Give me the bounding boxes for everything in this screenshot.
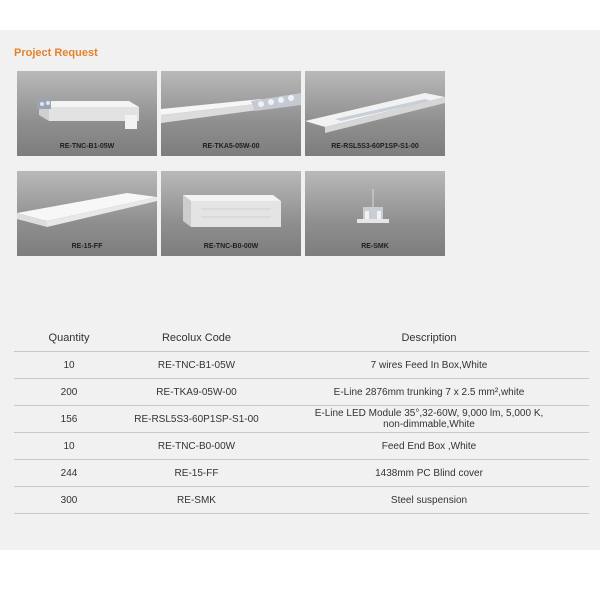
product-tile-feed-end-box bbox=[161, 171, 301, 256]
code-cell: RE-15-FF bbox=[124, 460, 269, 487]
code-cell: RE-TKA9-05W-00 bbox=[124, 379, 269, 406]
table-row bbox=[14, 433, 589, 460]
description-cell: E-Line 2876mm trunking 7 x 2.5 mm²,white bbox=[269, 379, 589, 406]
quantity-header: Quantity bbox=[48, 332, 90, 344]
quantity-cell: 200 bbox=[14, 379, 124, 406]
table-row bbox=[14, 460, 589, 487]
code-cell: RE-SMK bbox=[124, 487, 269, 514]
description-line: non-dimmable,White bbox=[383, 419, 475, 430]
product-label: RE-TNC-B1-05W bbox=[59, 143, 115, 150]
description-cell: Feed End Box ,White bbox=[269, 433, 589, 460]
quantity-cell: 300 bbox=[14, 487, 124, 514]
product-tile-led-module bbox=[305, 71, 445, 156]
product-tile-suspension bbox=[305, 171, 445, 256]
quantity-cell: 156 bbox=[14, 406, 124, 433]
description-cell bbox=[269, 406, 589, 433]
code-header: Recolux Code bbox=[161, 332, 232, 344]
description-cell: Steel suspension bbox=[269, 487, 589, 514]
product-tile-feed-in-box bbox=[17, 71, 157, 156]
table-row bbox=[14, 406, 589, 433]
table-row bbox=[14, 379, 589, 406]
description-line: E-Line LED Module 35°,32-60W, 9,000 lm, 5,000 K, bbox=[314, 408, 544, 419]
section-title: Project Request bbox=[14, 47, 98, 59]
code-cell: RE-TNC-B0-00W bbox=[124, 433, 269, 460]
code-cell: RE-RSL5S3-60P1SP-S1-00 bbox=[124, 406, 269, 433]
product-label: RE-TNC-B0-00W bbox=[203, 243, 259, 250]
table-row bbox=[14, 352, 589, 379]
order-table bbox=[14, 325, 589, 514]
description-cell: 7 wires Feed In Box,White bbox=[269, 352, 589, 379]
description-header: Description bbox=[401, 332, 457, 344]
quantity-cell: 10 bbox=[14, 433, 124, 460]
table-header-row bbox=[14, 325, 589, 352]
description-cell: 1438mm PC Blind cover bbox=[269, 460, 589, 487]
product-tile-blind-cover bbox=[17, 171, 157, 256]
product-label: RE-15-FF bbox=[71, 243, 103, 250]
product-tile-trunking bbox=[161, 71, 301, 156]
product-label: RE-SMK bbox=[361, 243, 389, 250]
product-label: RE-RSL5S3-60P1SP-S1-00 bbox=[331, 143, 419, 150]
quantity-cell: 10 bbox=[14, 352, 124, 379]
quantity-cell: 244 bbox=[14, 460, 124, 487]
table-row bbox=[14, 487, 589, 514]
product-label: RE-TKA5-05W-00 bbox=[202, 143, 260, 150]
code-cell: RE-TNC-B1-05W bbox=[124, 352, 269, 379]
